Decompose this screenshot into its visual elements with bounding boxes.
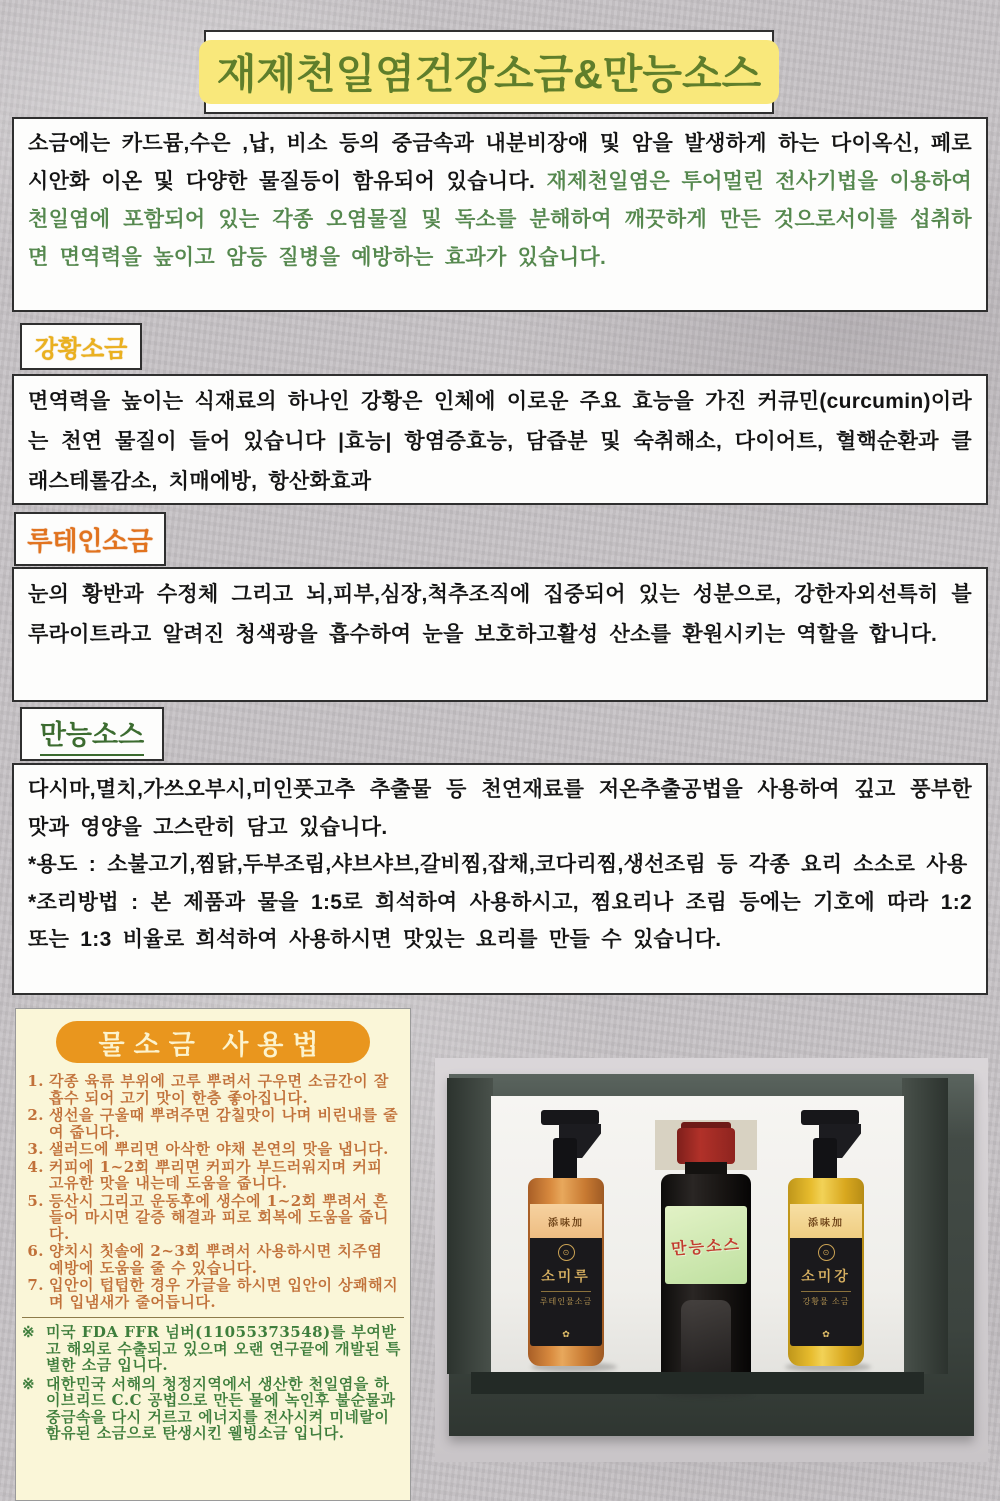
gift-box-left-flap bbox=[447, 1078, 493, 1374]
label-seal-icon: ⊙ bbox=[558, 1244, 575, 1261]
lutein-label: 루테인소금 bbox=[27, 525, 153, 556]
bottle-body bbox=[788, 1178, 864, 1366]
flower-icon: ✿ bbox=[562, 1329, 570, 1339]
spray-bottle-somiru bbox=[519, 1110, 629, 1372]
sprayer-head bbox=[801, 1110, 859, 1125]
bottle-label: ⊙ 소미강 강황물 소금 ✿ bbox=[790, 1238, 862, 1346]
bottle-band: 添味加 bbox=[530, 1204, 602, 1238]
lutein-body-text: 눈의 황반과 수정체 그리고 뇌,피부,심장,척추조직에 집중되어 있는 성분으로, 강한자외선특히 블루라이트라고 알려진 청색광을 흡수하여 눈을 보호하고활성 산소를 환원시키는 역할을 합니다. bbox=[28, 583, 972, 646]
sauce-description-text: 다시마,멸치,가쓰오부시,미인풋고추 추출물 등 천연재료를 저온추출공법을 사용하여 깊고 풍부한 맛과 영양을 고스란히 담고 있습니다. bbox=[28, 778, 972, 839]
sprayer-collar bbox=[553, 1138, 577, 1180]
label-divider bbox=[541, 1291, 591, 1292]
usage-note: ※ 미국 FDA FFR 넘버(11055373548)를 부여받고 해외로 수출되고 있으며 오랜 연구끝에 개발된 특별한 소금 입니다. bbox=[22, 1323, 401, 1374]
usage-item: 1. 각종 육류 부위에 고루 뿌려서 구우면 소금간이 잘 흡수 되어 고기 맛이 한층 좋아집니다. bbox=[27, 1072, 389, 1107]
sauce-body-panel bbox=[12, 763, 988, 995]
label-seal-icon: ⊙ bbox=[818, 1244, 835, 1261]
page-title: 재제천일염건강소금&만능소스 bbox=[199, 40, 780, 104]
usage-note: ※ 대한민국 서해의 청정지역에서 생산한 천일염을 하이브리드 C.C 공법으로 만든 물에 녹인후 불순물과 중금속을 다시 거르고 에너지를 전사시켜 미네랄이 함유된 소금으로 탄생시킨 웰빙소금 입니다. bbox=[22, 1374, 396, 1442]
sauce-recipe-text: *조리방법 : 본 제품과 물을 1:5로 희석하여 사용하시고, 찜요리나 조림 등에는 기호에 따라 1:2 또는 1:3 비율로 희석하여 사용하시면 맛있는 요리를 만들 수 있습니다. bbox=[28, 890, 972, 951]
sprayer-collar bbox=[813, 1138, 837, 1180]
gift-box-interior bbox=[491, 1096, 904, 1372]
usage-item: 5. 등산시 그리고 운동후에 생수에 1~2회 뿌려서 흔들어 마시면 갈증 해결과 피로 회복에 도움을 줍니다. bbox=[27, 1191, 389, 1243]
intro-panel bbox=[12, 117, 988, 312]
water-salt-usage-panel bbox=[15, 1008, 411, 1501]
sprayer-head bbox=[541, 1110, 599, 1125]
usage-item: 6. 양치시 칫솔에 2~3회 뿌려서 사용하시면 치주염 예방에 도움을 줄 수 있습니다. bbox=[27, 1242, 383, 1277]
usage-notes bbox=[16, 1324, 410, 1448]
usage-header-badge: 물소금 사용법 bbox=[56, 1021, 370, 1063]
usage-list bbox=[16, 1071, 410, 1310]
sauce-usage-text: *용도 : 소불고기,찜닭,두부조림,샤브샤브,갈비찜,잡채,코다리찜,생선조림 등 각종 요리 소소로 사용 bbox=[28, 853, 968, 876]
turmeric-body-text: 면역력을 높이는 식재료의 하나인 강황은 인체에 이로운 주요 효능을 가진 커큐민(curcumin)이라는 천연 물질이 들어 있습니다 |효능| 항염증효능, 담즙분 및 숙취해소, 다이어트, 혈핵순환과 클래스테롤감소, 치매에방, 항산화효과 bbox=[28, 390, 972, 493]
usage-divider bbox=[22, 1317, 404, 1318]
spray-bottle-somigang bbox=[773, 1110, 883, 1372]
usage-item: 7. 입안이 텁텁한 경우 가글을 하시면 입안이 상쾌해지며 입냄새가 줄어듭니다. bbox=[27, 1276, 399, 1311]
intro-heavy-metals-text: 소금에는 카드뮴,수은 ,납, 비소 등의 중금속과 내분비장애 및 암을 발생하게 하는 다이옥신, 페로시안화 이온 및 다양한 물질등이 함유되어 있습니다. bbox=[28, 132, 972, 193]
section-header-lutein-salt bbox=[14, 512, 166, 566]
sauce-bottle bbox=[651, 1120, 761, 1400]
gift-box-right-flap bbox=[902, 1078, 948, 1374]
intro-remade-salt-text: 재제천일염은 투어멀린 전사기법을 이용하여 천일염에 포함되어 있는 각종 오염물질 및 독소를 분해하여 깨끗하게 만든 것으로서이를 섭취하면 면역력을 높이고 암등 질병을 예방하는 효과가 있습니다. bbox=[28, 170, 973, 269]
bottle-body bbox=[528, 1178, 604, 1366]
bottle-cap bbox=[677, 1128, 735, 1164]
gift-box-front-edge bbox=[471, 1372, 924, 1394]
usage-item: 2. 생선을 구울때 뿌려주면 감칠맛이 나며 비린내를 줄여 줍니다. bbox=[27, 1106, 399, 1141]
title-panel bbox=[204, 30, 774, 114]
usage-item: 4. 커피에 1~2회 뿌리면 커피가 부드러워지며 커피 고유한 맛을 내는데 도움을 줍니다. bbox=[27, 1157, 383, 1192]
product-photo bbox=[435, 1058, 988, 1462]
sauce-label: 만능소스 bbox=[40, 713, 144, 756]
usage-item: 3. 샐러드에 뿌리면 아삭한 야채 본연의 맛을 냅니다. bbox=[27, 1140, 389, 1158]
sauce-label: 만능소스 bbox=[665, 1206, 747, 1284]
flower-icon: ✿ bbox=[822, 1329, 830, 1339]
bottle-band: 添味加 bbox=[790, 1204, 862, 1238]
section-header-sauce bbox=[20, 707, 164, 761]
turmeric-label: 강황소금 bbox=[34, 336, 128, 363]
bottle-label: ⊙ 소미루 루테인물소금 ✿ bbox=[530, 1238, 602, 1346]
turmeric-body-panel bbox=[12, 374, 988, 505]
label-divider bbox=[801, 1291, 851, 1292]
section-header-turmeric-salt bbox=[20, 323, 142, 370]
bottle-shine bbox=[681, 1300, 731, 1380]
lutein-body-panel bbox=[12, 567, 988, 702]
